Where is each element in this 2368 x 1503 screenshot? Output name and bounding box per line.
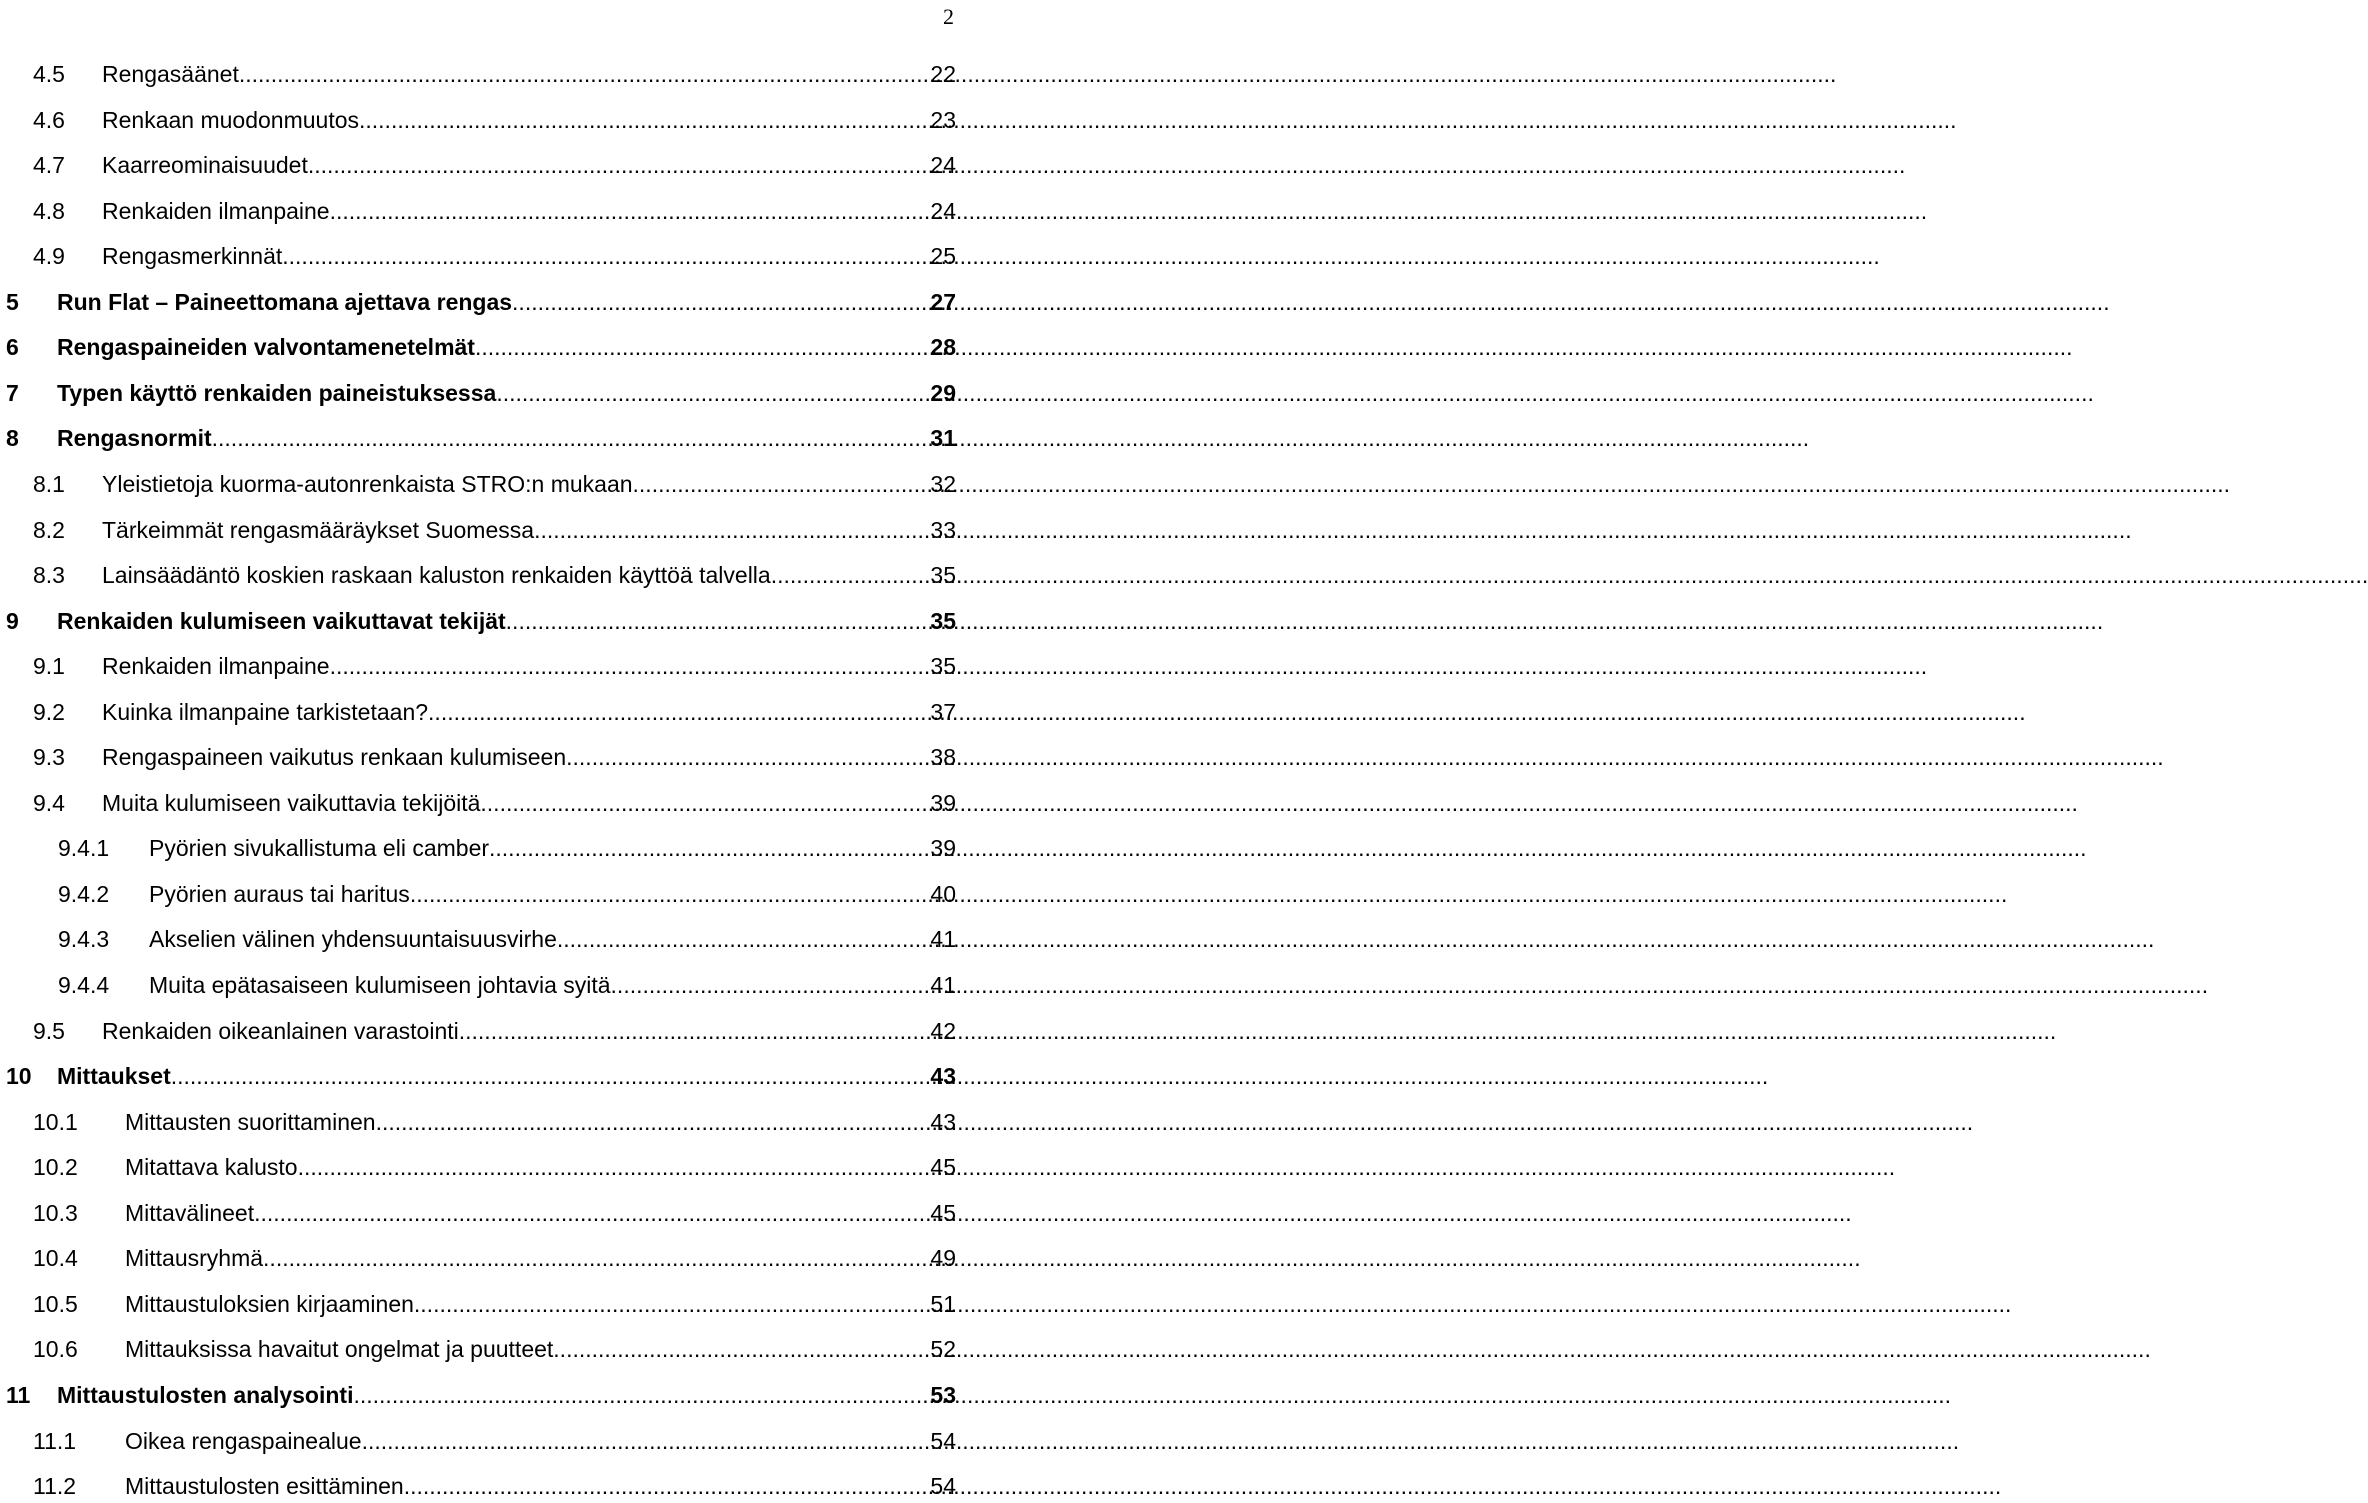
toc-entry-page: 39 [930,835,956,862]
toc-entry-page: 51 [930,1290,956,1317]
toc-entry-number: 4.7 [33,152,65,179]
dot-leader [506,604,931,638]
toc-entry-title: Mittaukset [57,1063,171,1090]
dot-leader [330,194,931,228]
dot-leader [633,467,931,501]
toc-entry[interactable] [0,558,956,592]
toc-entry[interactable] [0,1196,956,1230]
toc-entry[interactable] [0,513,956,547]
toc-entry[interactable] [0,148,956,182]
toc-entry-page: 33 [930,516,956,543]
dot-leader [489,831,930,865]
toc-entry-number: 10.2 [33,1154,78,1181]
toc-entry-page: 23 [930,106,956,133]
toc-entry-page: 54 [930,1427,956,1454]
dot-leader [480,786,930,820]
toc-entry[interactable] [0,376,956,410]
toc-entry-number: 9.3 [33,744,65,771]
dot-leader [254,1196,930,1230]
toc-entry-title: Rengasmerkinnät [102,243,283,270]
toc-entry-page: 45 [930,1199,956,1226]
toc-entry[interactable] [0,57,956,91]
toc-entry-page: 40 [930,880,956,907]
toc-entry-title: Pyörien auraus tai haritus [149,880,410,907]
dot-leader [410,877,931,911]
toc-entry[interactable] [0,1424,956,1458]
toc-entry-title: Muita kulumiseen vaikuttavia tekijöitä [102,789,481,816]
toc-entry-title: Yleistietoja kuorma-autonrenkaista STRO:n mukaan [102,470,633,497]
toc-entry[interactable] [0,1241,956,1275]
dot-leader [263,1241,930,1275]
toc-entry-number: 7 [6,379,19,406]
toc-entry-title: Mitattava kalusto [125,1154,298,1181]
toc-entry-title: Kuinka ilmanpaine tarkistetaan? [102,698,429,725]
dot-leader [308,148,931,182]
toc-entry-page: 22 [930,61,956,87]
toc-entry-title: Rengasäänet [102,61,239,87]
toc-entry-page: 43 [930,1063,956,1090]
toc-entry[interactable] [0,877,956,911]
toc-entry[interactable] [0,922,956,956]
toc-entry-title: Typen käyttö renkaiden paineistuksessa [57,379,497,406]
toc-entry-number: 11.1 [33,1427,77,1454]
page-number: 2 [943,4,954,29]
toc-entry-page: 49 [930,1245,956,1272]
toc-entry[interactable] [0,330,956,364]
toc-entry[interactable] [0,1059,956,1093]
toc-entry-number: 9 [6,607,19,634]
toc-entry[interactable] [0,1014,956,1048]
toc-entry-title: Renkaan muodonmuutos [102,106,359,133]
toc-entry-page: 45 [930,1154,956,1181]
toc-entry-title: Akselien välinen yhdensuuntaisuusvirhe [149,926,557,953]
toc-entry-title: Run Flat – Paineettomana ajettava rengas [57,288,513,315]
toc-entry-title: Mittausten suorittaminen [125,1108,376,1135]
toc-entry-title: Oikea rengaspainealue [125,1427,362,1454]
toc-entry-number: 10.5 [33,1290,78,1317]
toc-entry[interactable] [0,1150,956,1184]
toc-entry[interactable] [0,831,956,865]
dot-leader [496,376,930,410]
dot-leader [298,1150,931,1184]
toc-entry-number: 10.3 [33,1199,78,1226]
toc-entry-page: 54 [930,1473,956,1500]
toc-entry-title: Lainsäädäntö koskien raskaan kaluston renkaiden käyttöä talvella [102,562,771,589]
dot-leader [353,1378,930,1412]
dot-leader [239,57,931,91]
toc-entry-page: 42 [930,1017,956,1044]
toc-entry[interactable] [0,1469,956,1503]
toc-entry[interactable] [0,1332,956,1366]
toc-entry-page: 37 [930,698,956,725]
toc-entry-title: Mittavälineet [125,1199,255,1226]
toc-entry-title: Pyörien sivukallistuma eli camber [149,835,490,862]
toc-entry[interactable] [0,194,956,228]
toc-entry-number: 11 [6,1381,31,1408]
toc-entry[interactable] [0,1378,956,1412]
dot-leader [771,558,931,592]
toc-entry[interactable] [0,421,956,455]
toc-entry-title: Mittausryhmä [125,1245,264,1272]
toc-entry[interactable] [0,786,956,820]
toc-entry-title: Mittaustuloksien kirjaaminen [125,1290,414,1317]
dot-leader [459,1014,931,1048]
toc-entry-title: Mittaustulosten esittäminen [125,1473,404,1500]
dot-leader [359,103,930,137]
toc-entry-page: 38 [930,744,956,771]
toc-entry-title: Renkaiden ilmanpaine [102,653,330,680]
dot-leader [404,1469,931,1503]
toc-entry[interactable] [0,103,956,137]
dot-leader [376,1105,931,1139]
toc-entry-number: 4.6 [33,106,65,133]
toc-entry-title: Muita epätasaiseen kulumiseen johtavia syitä [149,972,611,998]
toc-entry-number: 8 [6,425,19,452]
toc-entry-number: 4.8 [33,197,65,224]
toc-entry-page: 52 [930,1336,956,1363]
toc-entry-page: 35 [930,607,956,634]
toc-entry-number: 9.2 [33,698,65,725]
toc-entry-number: 9.1 [33,653,65,680]
toc-entry-number: 9.4.2 [58,880,110,907]
toc-entry[interactable] [0,695,956,729]
toc-entry-number: 11.2 [33,1473,77,1500]
toc-entry-number: 5 [6,288,19,315]
toc-entry-title: Rengaspaineen vaikutus renkaan kulumiseen [102,744,567,771]
toc-entry-page: 53 [930,1381,956,1408]
toc-entry[interactable] [0,968,956,1002]
dot-leader [362,1424,931,1458]
toc-entry-page: 31 [930,425,956,452]
toc-entry-number: 8.2 [33,516,65,543]
toc-entry-number: 10 [6,1063,32,1090]
dot-leader [171,1059,931,1093]
toc-entry-page: 39 [930,789,956,816]
toc-entry[interactable] [0,285,956,319]
toc-entry-number: 9.4.4 [58,972,110,998]
toc-entry-title: Mittauksissa havaitut ongelmat ja puutteet [125,1336,554,1363]
dot-leader [566,740,930,774]
dot-leader [428,695,930,729]
dot-leader [212,421,931,455]
toc-entry[interactable] [0,649,956,683]
toc-entry-number: 10.1 [33,1108,78,1135]
toc-entry-page: 24 [930,197,956,224]
toc-entry-page: 43 [930,1108,956,1135]
toc-entry-title: Mittaustulosten analysointi [57,1381,354,1408]
toc-entry-page: 35 [930,653,956,680]
toc-entry-title: Renkaiden oikeanlainen varastointi [102,1017,459,1044]
toc-entry-number: 9.4.3 [58,926,110,953]
toc-entry[interactable] [0,1287,956,1321]
dot-leader [534,513,930,547]
toc-entry-title: Renkaiden ilmanpaine [102,197,330,224]
toc-entry-page: 28 [930,334,956,361]
toc-entry-number: 9.4.1 [58,835,110,862]
dot-leader [512,285,930,319]
toc-entry-page: 27 [930,288,956,315]
dot-leader [553,1332,930,1366]
toc-entry-number: 4.9 [33,243,65,270]
toc-entry-title: Rengaspaineiden valvontamenetelmät [57,334,475,361]
toc-entry-title: Kaarreominaisuudet [102,152,308,179]
toc-entry-page: 32 [930,470,956,497]
toc-entry-page: 24 [930,152,956,179]
toc-entry-page: 25 [930,243,956,270]
toc-entry-number: 8.1 [33,470,65,497]
toc-entry-number: 10.4 [33,1245,78,1272]
dot-leader [557,922,931,956]
dot-leader [282,239,930,273]
toc-entry-number: 9.4 [33,789,65,816]
toc-entry-number: 6 [6,334,19,361]
toc-entry[interactable] [0,740,956,774]
toc-entry-page: 41 [930,926,956,953]
toc-entry-title: Tärkeimmät rengasmääräykset Suomessa [102,516,535,543]
toc-entry-number: 8.3 [33,562,65,589]
toc-entry-title: Rengasnormit [57,425,212,452]
toc-entry-title: Renkaiden kulumiseen vaikuttavat tekijät [57,607,506,634]
dot-leader [414,1287,931,1321]
toc-entry-number: 10.6 [33,1336,78,1363]
toc-entry-number: 9.5 [33,1017,65,1044]
toc-entry[interactable] [0,1105,956,1139]
toc-entry-page: 29 [930,379,956,406]
toc-entry-page: 35 [930,562,956,589]
toc-entry[interactable] [0,467,956,501]
toc-entry-page: 41 [930,972,956,998]
dot-leader [475,330,930,364]
dot-leader [611,968,931,1002]
toc-entry[interactable] [0,239,956,273]
dot-leader [330,649,931,683]
toc-entry[interactable] [0,604,956,638]
toc-entry-number: 4.5 [33,61,65,87]
